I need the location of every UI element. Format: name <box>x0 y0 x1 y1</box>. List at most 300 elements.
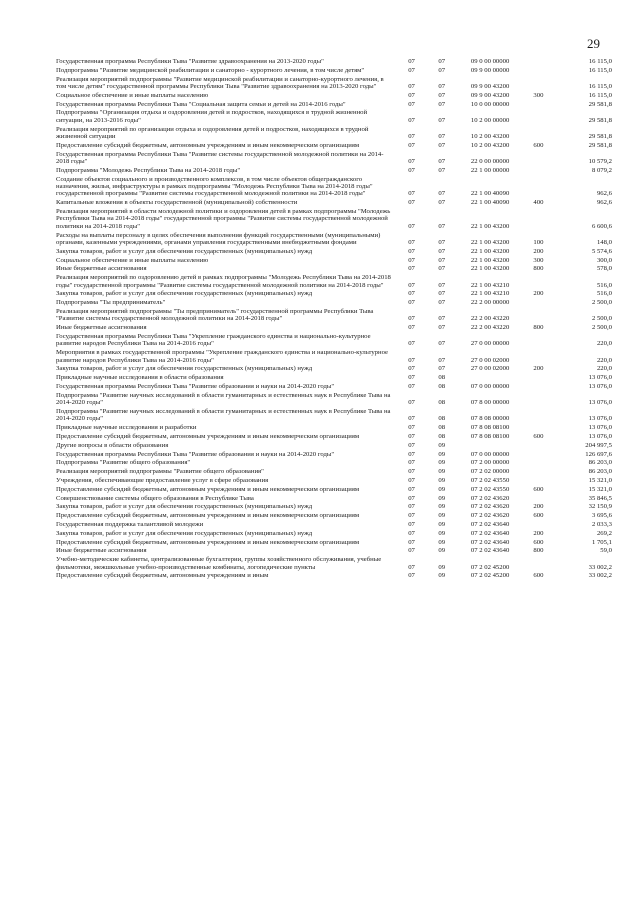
expense-type-code <box>523 165 553 174</box>
expense-type-code: 100 <box>533 239 544 247</box>
item-name: Реализация мероприятий подпрограммы "Ты предприниматель" государственной программы Республики Тыва "Развитие системы государственной молодежной политики на 2014-2018 годы" <box>56 308 374 323</box>
item-name: Государственная поддержка талантливой молодежи <box>56 520 204 528</box>
expense-type-code: 600 <box>533 141 544 149</box>
item-name: Иные бюджетные ассигнования <box>56 547 147 555</box>
table-row <box>56 528 612 537</box>
subsection-code: 07 <box>438 116 446 124</box>
section-code: 07 <box>408 494 415 502</box>
target-code <box>457 373 523 382</box>
expense-type-code <box>523 348 553 364</box>
expense-type-code <box>523 58 553 65</box>
table-row <box>56 382 612 391</box>
section-code: 07 <box>408 468 415 476</box>
section-code: 07 <box>408 66 415 74</box>
table-row <box>56 273 612 289</box>
table-row <box>56 255 612 264</box>
table-row <box>56 476 612 485</box>
item-name: Государственная программа Республики Тыва "Развитие образования и науки на 2014-2020 годы" <box>56 383 335 390</box>
subsection-code: 09 <box>438 563 446 571</box>
target-code: 10 2 00 00000 <box>470 116 510 124</box>
amount: 29 581,8 <box>588 141 612 149</box>
target-code: 07 2 02 45200 <box>470 563 510 571</box>
expense-type-code <box>523 273 553 289</box>
amount: 220,0 <box>596 365 612 373</box>
table-row <box>56 493 612 502</box>
target-code: 07 0 00 00000 <box>470 450 510 458</box>
target-code: 22 2 00 43220 <box>470 324 510 332</box>
expense-type-code <box>523 307 553 323</box>
item-name: Социальное обеспечение и иные выплаты населению <box>56 91 209 99</box>
table-row <box>56 230 612 246</box>
item-name: Закупка товаров, работ и услуг для обеспечения государственных (муниципальных) нужд <box>56 529 313 537</box>
item-name: Создание объектов социального и производственного комплексов, в том числе объектов общегражданского назначения, жилья, инфраструктуры в рамках подпрограммы "Молодежь Республики Тыва на 2014-2018 годы" государственной программы "Развитие системы государственной молодежной политики на 2014-2018 годы" <box>56 175 373 198</box>
subsection-code: 07 <box>438 83 446 90</box>
table-row <box>56 246 612 255</box>
item-name: Подпрограмма "Развитие общего образования" <box>56 459 191 467</box>
expense-type-code <box>523 423 553 432</box>
target-code: 22 1 00 43200 <box>470 247 510 255</box>
amount: 2 500,0 <box>591 315 612 323</box>
table-row <box>56 140 612 149</box>
expense-type-code <box>523 65 553 74</box>
subsection-code: 07 <box>438 340 446 348</box>
target-code: 22 1 00 43200 <box>470 265 510 273</box>
item-name: Учреждения, обеспечивающие предоставление услуг в сфере образования <box>56 476 269 484</box>
item-name: Государственная программа Республики Тыва "Социальная защита семьи и детей на 2014-2016 годы" <box>56 100 346 108</box>
amount: 578,0 <box>596 265 612 273</box>
target-code <box>457 440 523 449</box>
table-row <box>56 108 612 124</box>
subsection-code: 07 <box>438 222 446 230</box>
section-code: 07 <box>408 247 415 255</box>
table-row <box>56 364 612 373</box>
section-code: 07 <box>408 265 415 273</box>
subsection-code: 09 <box>438 547 446 555</box>
section-code: 07 <box>408 441 415 449</box>
section-code: 07 <box>408 547 415 555</box>
subsection-code: 07 <box>438 58 446 65</box>
amount: 2 500,0 <box>591 324 612 332</box>
target-code: 07 2 02 00000 <box>470 468 510 476</box>
item-name: Реализация мероприятий подпрограммы "Развитие медицинской реабилитации и санаторно-курортного лечения, в том числе детям" государственной программы Республики Тыва "Развитие здравоохранения на 2013-2020 годы" <box>56 75 384 90</box>
section-code: 07 <box>408 281 415 289</box>
item-name: Закупка товаров, работ и услуг для обеспечения государственных (муниципальных) нужд <box>56 247 313 255</box>
subsection-code: 07 <box>438 315 446 323</box>
expense-type-code: 800 <box>533 324 544 332</box>
amount: 204 997,5 <box>585 441 612 449</box>
subsection-code: 07 <box>438 91 446 99</box>
amount: 16 115,0 <box>588 58 612 65</box>
expense-type-code <box>523 298 553 307</box>
subsection-code: 07 <box>438 299 446 307</box>
item-name: Учебно-методические кабинеты, централизованные бухгалтерии, группы хозяйственного обслуживания, учебные фильмотеки, межшкольные учебно-производственные комбинаты, логопедические пункты <box>56 556 382 571</box>
amount: 32 150,9 <box>588 503 612 511</box>
subsection-code: 09 <box>438 468 446 476</box>
table-row <box>56 484 612 493</box>
table-row <box>56 65 612 74</box>
section-code: 07 <box>408 222 415 230</box>
amount: 300,0 <box>596 256 612 264</box>
amount: 516,0 <box>596 290 612 298</box>
amount: 962,6 <box>596 190 612 198</box>
expense-type-code <box>523 449 553 458</box>
item-name: Другие вопросы в области образования <box>56 441 169 449</box>
amount: 126 697,6 <box>585 450 612 458</box>
table-row <box>56 537 612 546</box>
target-code: 22 1 00 40090 <box>470 190 510 198</box>
item-name: Закупка товаров, работ и услуг для обеспечения государственных (муниципальных) нужд <box>56 503 313 511</box>
expense-type-code: 800 <box>533 547 544 555</box>
table-row <box>56 348 612 364</box>
subsection-code: 08 <box>438 415 446 423</box>
expense-type-code: 300 <box>533 91 544 99</box>
item-name: Государственная программа Республики Тыва "Укрепление гражданского единства и национально-культурное развитие народов Республики Тыва на 2014-2016 годы" <box>56 333 371 348</box>
item-name: Реализация мероприятий по организации отдыха и оздоровления детей и подростков, находящихся в трудной жизненной ситуации <box>56 125 369 140</box>
expense-type-code <box>523 174 553 198</box>
amount: 35 846,5 <box>588 494 612 502</box>
subsection-code: 07 <box>438 324 446 332</box>
expense-type-code: 400 <box>533 199 544 207</box>
expense-type-code <box>523 458 553 467</box>
section-code: 07 <box>408 290 415 298</box>
target-code: 09 9 00 43200 <box>470 91 510 99</box>
amount: 86 203,0 <box>588 468 612 476</box>
budget-table <box>56 58 612 580</box>
amount: 3 695,6 <box>591 512 612 520</box>
table-row <box>56 571 612 580</box>
expense-type-code <box>523 99 553 108</box>
target-code: 09 9 00 43200 <box>470 83 510 90</box>
amount: 59,0 <box>600 547 612 555</box>
table-row <box>56 149 612 165</box>
target-code: 27 0 00 02000 <box>470 356 510 364</box>
target-code: 07 2 02 43620 <box>470 512 510 520</box>
section-code: 07 <box>408 100 415 108</box>
table-row <box>56 449 612 458</box>
amount: 8 079,2 <box>591 166 612 174</box>
amount: 16 115,0 <box>588 66 612 74</box>
target-code: 09 9 00 00000 <box>470 66 510 74</box>
table-row <box>56 99 612 108</box>
target-code: 07 2 02 43640 <box>470 538 510 546</box>
target-code: 22 1 00 43200 <box>470 222 510 230</box>
subsection-code: 07 <box>438 100 446 108</box>
section-code: 07 <box>408 374 415 382</box>
amount: 10 579,2 <box>588 158 612 165</box>
target-code: 22 2 00 43220 <box>470 315 510 323</box>
amount: 1 705,1 <box>591 538 612 546</box>
amount: 29 581,8 <box>588 100 612 108</box>
table-row <box>56 511 612 520</box>
target-code: 07 8 08 08100 <box>470 424 510 432</box>
subsection-code: 08 <box>438 374 446 382</box>
item-name: Реализация мероприятий по оздоровлению детей в рамках подпрограммы "Молодежь Республики Тыва на 2014-2018 годы" государственной программы "Развитие системы государственной молодежной политики на 2014-2018 годы" <box>56 274 391 289</box>
table-row <box>56 74 612 90</box>
target-code: 22 1 00 43200 <box>470 239 510 247</box>
section-code: 07 <box>408 433 415 440</box>
amount: 13 076,0 <box>588 415 612 423</box>
table-row <box>56 520 612 529</box>
amount: 5 574,6 <box>591 247 612 255</box>
item-name: Закупка товаров, работ и услуг для обеспечения государственных (муниципальных) нужд <box>56 290 313 298</box>
subsection-code: 07 <box>438 356 446 364</box>
subsection-code: 08 <box>438 424 446 432</box>
item-name: Расходы на выплаты персоналу в целях обеспечения выполнения функций государственными (муниципальными) органами, казенными учреждениями, органами управления государственными внебюджетными фондами <box>56 231 381 247</box>
subsection-code: 07 <box>438 166 446 174</box>
expense-type-code <box>523 440 553 449</box>
target-code: 09 0 00 00000 <box>470 58 510 65</box>
subsection-code: 09 <box>438 529 446 537</box>
table-row <box>56 467 612 476</box>
amount: 13 076,0 <box>588 383 612 390</box>
expense-type-code <box>523 493 553 502</box>
expense-type-code <box>523 124 553 140</box>
subsection-code: 09 <box>438 538 446 546</box>
target-code: 07 2 02 43640 <box>470 547 510 555</box>
target-code: 22 1 00 43200 <box>470 256 510 264</box>
subsection-code: 09 <box>438 520 446 528</box>
section-code: 07 <box>408 450 415 458</box>
table-row <box>56 165 612 174</box>
section-code: 07 <box>408 199 415 207</box>
item-name: Реализация мероприятий в области молодежной политики и оздоровления детей в рамках подпрограммы "Молодежь Республики Тыва на 2014-2018 годы" государственной программы "Развитие системы государственной молодежной политики на 2014-2018 годы" <box>56 208 391 230</box>
table-row <box>56 332 612 348</box>
target-code: 07 8 08 00000 <box>470 415 510 423</box>
table-row <box>56 58 612 65</box>
section-code: 07 <box>408 383 415 390</box>
subsection-code: 07 <box>438 290 446 298</box>
expense-type-code: 200 <box>533 290 544 298</box>
item-name: Социальное обеспечение и иные выплаты населению <box>56 256 209 264</box>
amount: 220,0 <box>596 356 612 364</box>
amount: 15 321,0 <box>588 485 612 493</box>
table-row <box>56 174 612 198</box>
subsection-code: 07 <box>438 158 446 165</box>
subsection-code: 09 <box>438 512 446 520</box>
item-name: Иные бюджетные ассигнования <box>56 265 147 273</box>
section-code: 07 <box>408 365 415 373</box>
subsection-code: 07 <box>438 239 446 247</box>
section-code: 07 <box>408 520 415 528</box>
subsection-code: 07 <box>438 133 446 140</box>
target-code: 07 2 02 45200 <box>470 572 510 580</box>
subsection-code: 07 <box>438 190 446 198</box>
amount: 148,0 <box>596 239 612 247</box>
section-code: 07 <box>408 340 415 348</box>
item-name: Прикладные научные исследования и разработки <box>56 424 197 432</box>
amount: 29 581,8 <box>588 133 612 140</box>
table-row <box>56 458 612 467</box>
table-row <box>56 390 612 406</box>
amount: 2 033,3 <box>591 520 612 528</box>
item-name: Государственная программа Республики Тыва "Развитие системы государственной молодежной политики на 2014-2018 годы" <box>56 150 384 165</box>
section-code: 07 <box>408 415 415 423</box>
amount: 16 115,0 <box>588 83 612 90</box>
table-row <box>56 198 612 207</box>
table-row <box>56 264 612 273</box>
amount: 15 321,0 <box>588 476 612 484</box>
expense-type-code <box>523 407 553 423</box>
item-name: Предоставление субсидий бюджетным, автономным учреждениям и иным <box>56 572 269 580</box>
page-number: 29 <box>587 36 600 51</box>
table-row <box>56 546 612 555</box>
subsection-code: 07 <box>438 247 446 255</box>
item-name: Мероприятия в рамках государственной программы "Укрепление гражданского единства и национально-культурное развитие народов Республики Тыва на 2014-2016 годы" <box>56 349 388 364</box>
expense-type-code <box>523 74 553 90</box>
amount: 13 076,0 <box>588 424 612 432</box>
subsection-code: 07 <box>438 66 446 74</box>
table-row <box>56 298 612 307</box>
subsection-code: 09 <box>438 441 446 449</box>
expense-type-code: 200 <box>533 529 544 537</box>
table-row <box>56 307 612 323</box>
amount: 962,6 <box>596 199 612 207</box>
expense-type-code: 800 <box>533 265 544 273</box>
subsection-code: 07 <box>438 265 446 273</box>
item-name: Реализация мероприятий подпрограммы "Развитие общего образования" <box>56 468 264 476</box>
table-row <box>56 555 612 571</box>
section-code: 07 <box>408 503 415 511</box>
table-body <box>56 58 612 580</box>
expense-type-code: 200 <box>533 365 544 373</box>
amount: 16 115,0 <box>588 91 612 99</box>
subsection-code: 09 <box>438 459 446 467</box>
target-code: 07 2 02 43620 <box>470 503 510 511</box>
section-code: 07 <box>408 529 415 537</box>
expense-type-code <box>523 373 553 382</box>
section-code: 07 <box>408 512 415 520</box>
item-name: Подпрограмма "Ты предприниматель" <box>56 299 166 307</box>
target-code: 07 2 00 00000 <box>470 459 510 467</box>
subsection-code: 08 <box>438 383 446 390</box>
item-name: Подпрограмма "Молодежь Республики Тыва на 2014-2018 годы" <box>56 166 241 174</box>
section-code: 07 <box>408 563 415 571</box>
section-code: 07 <box>408 399 415 407</box>
table-row <box>56 124 612 140</box>
item-name: Государственная программа Республики Тыва "Развитие образования и науки на 2014-2020 годы" <box>56 450 335 458</box>
expense-type-code <box>523 149 553 165</box>
expense-type-code <box>523 207 553 231</box>
amount: 6 600,6 <box>591 222 612 230</box>
table-row <box>56 289 612 298</box>
item-name: Иные бюджетные ассигнования <box>56 324 147 332</box>
target-code: 07 0 00 00000 <box>470 383 510 390</box>
expense-type-code <box>523 467 553 476</box>
subsection-code: 07 <box>438 141 446 149</box>
table-row <box>56 207 612 231</box>
subsection-code: 09 <box>438 450 446 458</box>
target-code: 07 2 02 43550 <box>470 476 510 484</box>
item-name: Предоставление субсидий бюджетным, автономным учреждениям и иным некоммерческим организациям <box>56 485 360 493</box>
table-row <box>56 90 612 99</box>
subsection-code: 07 <box>438 365 446 373</box>
target-code: 07 2 02 43620 <box>470 494 510 502</box>
item-name: Предоставление субсидий бюджетным, автономным учреждениям и иным некоммерческим организациям <box>56 141 360 149</box>
table-row <box>56 323 612 332</box>
subsection-code: 07 <box>438 281 446 289</box>
section-code: 07 <box>408 58 415 65</box>
subsection-code: 09 <box>438 572 446 580</box>
expense-type-code: 200 <box>533 247 544 255</box>
section-code: 07 <box>408 315 415 323</box>
expense-type-code <box>523 332 553 348</box>
subsection-code: 09 <box>438 476 446 484</box>
section-code: 07 <box>408 91 415 99</box>
expense-type-code <box>523 108 553 124</box>
section-code: 07 <box>408 424 415 432</box>
expense-type-code <box>523 382 553 391</box>
section-code: 07 <box>408 299 415 307</box>
target-code: 07 2 02 43550 <box>470 485 510 493</box>
table-row <box>56 423 612 432</box>
amount: 29 581,8 <box>588 116 612 124</box>
subsection-code: 09 <box>438 494 446 502</box>
amount: 13 076,0 <box>588 399 612 407</box>
table-row <box>56 407 612 423</box>
target-code: 07 2 02 43640 <box>470 529 510 537</box>
target-code: 22 1 00 43210 <box>470 281 510 289</box>
item-name: Подпрограмма "Развитие научных исследований в области гуманитарных и естественных наук в Республике Тыва на 2014-2020 годы" <box>56 391 391 407</box>
table-row <box>56 373 612 382</box>
item-name: Капитальные вложения в объекты государственной (муниципальной) собственности <box>56 199 298 207</box>
target-code: 10 0 00 00000 <box>470 100 510 108</box>
section-code: 07 <box>408 485 415 493</box>
item-name: Совершенствование системы общего образования в Республике Тыва <box>56 494 254 502</box>
expense-type-code <box>523 555 553 571</box>
table-row <box>56 440 612 449</box>
target-code: 22 0 00 00000 <box>470 158 510 165</box>
table-row <box>56 502 612 511</box>
section-code: 07 <box>408 459 415 467</box>
target-code: 22 1 00 00000 <box>470 166 510 174</box>
section-code: 07 <box>408 158 415 165</box>
target-code: 10 2 00 43200 <box>470 141 510 149</box>
table-row <box>56 432 612 441</box>
section-code: 07 <box>408 256 415 264</box>
section-code: 07 <box>408 166 415 174</box>
item-name: Подпрограмма "Развитие научных исследований в области гуманитарных и естественных наук в Республике Тыва на 2014-2020 годы" <box>56 408 391 423</box>
target-code: 27 0 00 02000 <box>470 365 510 373</box>
section-code: 07 <box>408 356 415 364</box>
amount: 516,0 <box>596 281 612 289</box>
amount: 86 203,0 <box>588 459 612 467</box>
amount: 2 500,0 <box>591 299 612 307</box>
expense-type-code: 600 <box>533 512 544 520</box>
item-name: Предоставление субсидий бюджетным, автономным учреждениям и иным некоммерческим организациям <box>56 538 360 546</box>
amount: 13 076,0 <box>588 374 612 382</box>
amount: 269,2 <box>596 529 612 537</box>
item-name: Предоставление субсидий бюджетным, автономным учреждениям и иным некоммерческим организациям <box>56 433 360 440</box>
expense-type-code: 200 <box>533 503 544 511</box>
target-code: 07 8 08 08100 <box>470 433 510 440</box>
amount: 33 002,2 <box>588 563 612 571</box>
item-name: Государственная программа Республики Тыва "Развитие здравоохранения на 2013-2020 годы" <box>56 58 324 65</box>
target-code: 07 8 00 00000 <box>470 399 510 407</box>
subsection-code: 09 <box>438 503 446 511</box>
target-code: 22 2 00 00000 <box>470 299 510 307</box>
section-code: 07 <box>408 572 415 580</box>
target-code: 10 2 00 43200 <box>470 133 510 140</box>
item-name: Подпрограмма "Развитие медицинской реабилитации и санаторно - курортного лечения, в том числе детям" <box>56 66 365 74</box>
subsection-code: 09 <box>438 485 446 493</box>
expense-type-code: 300 <box>533 256 544 264</box>
expense-type-code <box>523 476 553 485</box>
expense-type-code <box>523 520 553 529</box>
amount: 33 002,2 <box>588 572 612 580</box>
section-code: 07 <box>408 239 415 247</box>
section-code: 07 <box>408 190 415 198</box>
amount: 13 076,0 <box>588 433 612 440</box>
